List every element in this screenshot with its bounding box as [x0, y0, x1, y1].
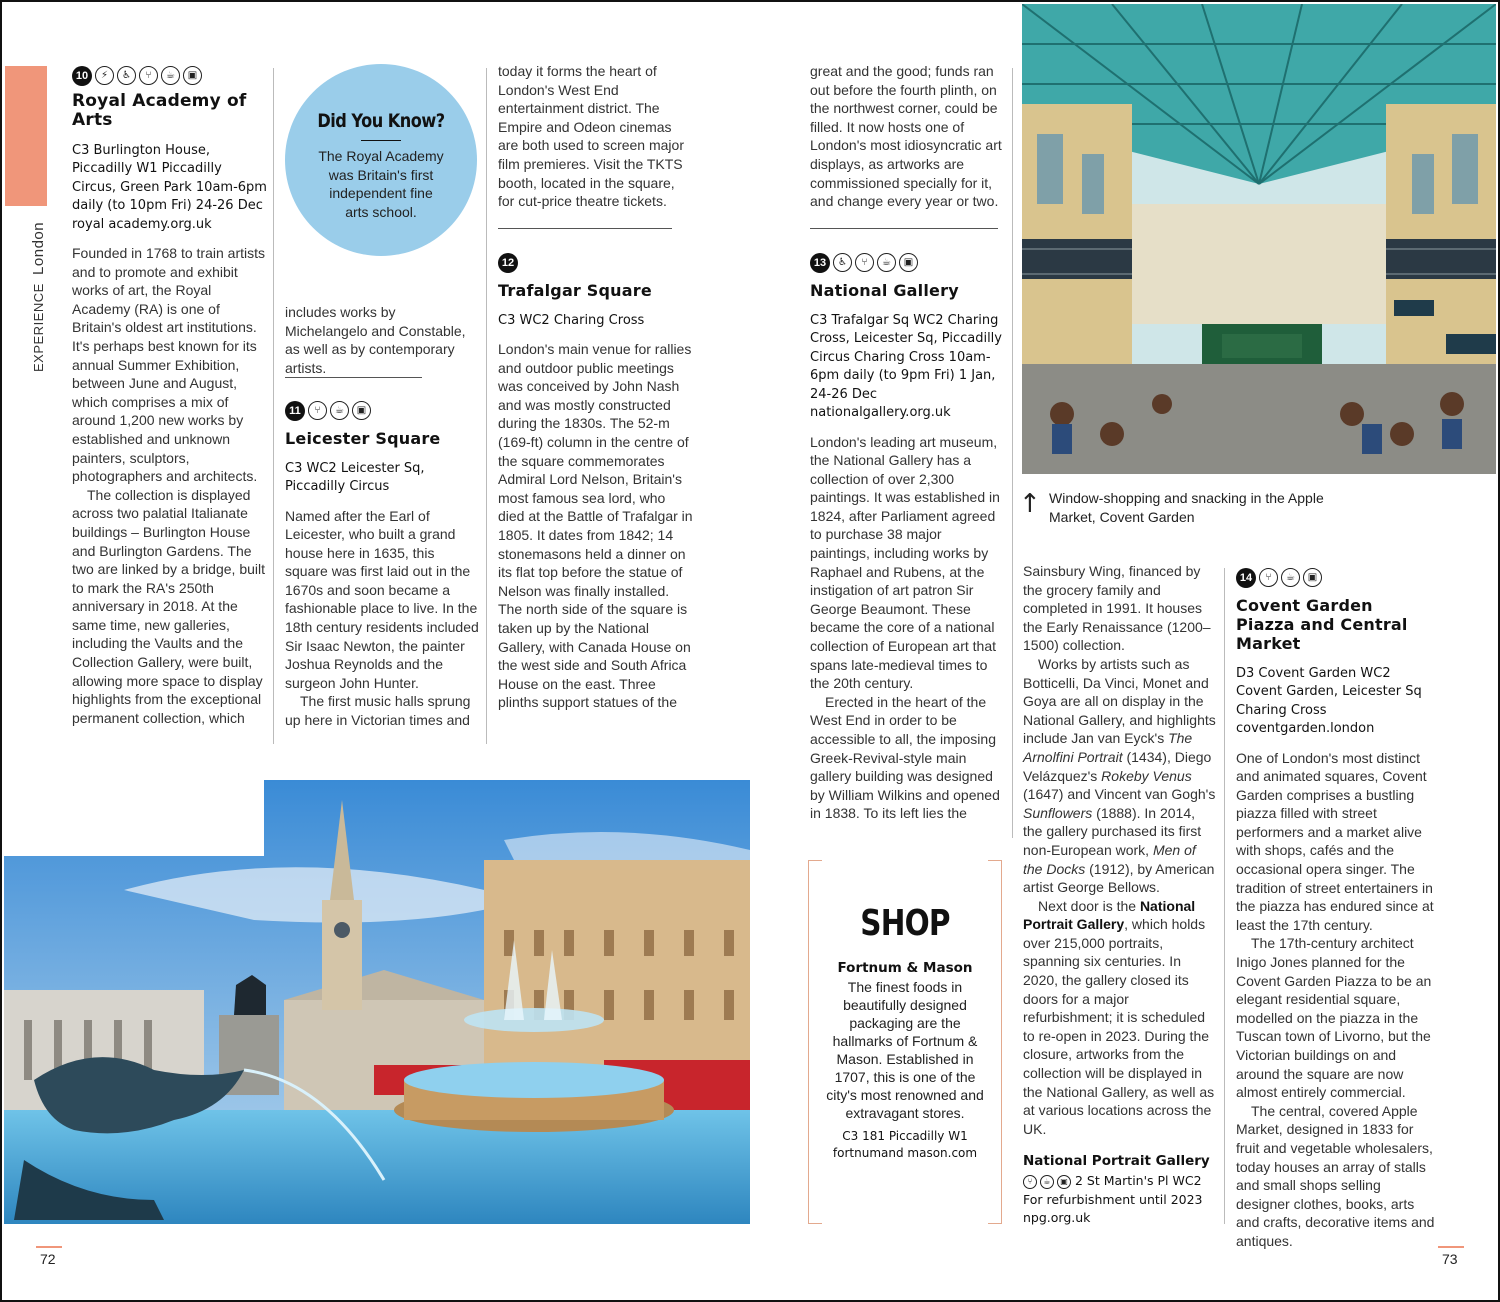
paragraph: Founded in 1768 to train artists and to promote and exhibit works of art, the Royal Academy (RA) is one of Britain's oldest art institutions. It's perhaps best known for its annual Summer Exhibition, between June and August, which comprises a mix of around 1,200 new works by established and unknown painters, sculptors, photographers and architects. — [72, 245, 266, 485]
covent-garden-illustration — [1022, 4, 1496, 474]
restaurant-icon: ⑂ — [855, 253, 874, 272]
wheelchair-icon: ♿ — [833, 253, 852, 272]
column-rule — [273, 68, 274, 744]
paragraph: One of London's most distinct and animated squares, Covent Garden comprises a bustling piazza filled with street performers and a market alive with shops, cafés and the occasional opera singer. The tradition of street entertainers in the piazza has endured since at least the 17th century. — [1236, 749, 1434, 933]
npg-listing — [1023, 1153, 1218, 1228]
column-rule — [1012, 68, 1013, 838]
paragraph: Next door is the National Portrait Gallery, which holds over 215,000 portraits, spanning six centuries. In 2020, the gallery closed its doors for a major refurbishment; it is scheduled to re-open in 2023. During the closure, artworks from the collection will be displayed in the National Gallery, as well as at various locations across the UK. — [1023, 897, 1215, 1137]
did-you-know-text: The Royal Academy was Britain's first independent fine arts school. — [318, 148, 444, 220]
paragraph: today it forms the heart of London's West End entertainment district. The Empire and Odeon cinemas are both used to screen major film premieres. Visit the TKTS booth, located in the square, for cut-price theatre tickets. — [498, 63, 684, 210]
paragraph: includes works by Michelangelo and Constable, as well as by contemporary artists. — [285, 304, 466, 376]
entry-info: D3 Covent Garden WC2 Covent Garden, Leicester Sq Charing Cross coventgarden.london — [1236, 665, 1422, 736]
column-rule — [1224, 568, 1225, 1224]
bold-name: National Portrait Gallery — [1023, 897, 1196, 933]
page-number-rule — [1438, 1246, 1464, 1248]
cafe-icon: ☕ — [161, 66, 180, 85]
leicester-continued — [498, 62, 693, 211]
entry-info: C3 Burlington House, Piccadilly W1 Piccadilly Circus, Green Park 10am-6pm daily (to 10pm Fri) 24-26 Dec royal academy.org.uk — [72, 142, 267, 232]
restaurant-icon: ⑂ — [1259, 568, 1278, 587]
paragraph: The central, covered Apple Market, designed in 1833 for fruit and vegetable wholesalers, today houses an array of stalls and small shops selling designer clothes, books, arts and crafts, decorative items and antiques. — [1236, 1102, 1435, 1249]
paragraph: The first music halls sprung up here in Victorian times and — [285, 693, 471, 729]
shop-text: The finest foods in beautifully designed packaging are the hallmarks of Fortnum & Mason. Established in 1707, this is one of the city's most renowned and extravagant stores. — [826, 979, 984, 1121]
cafe-icon: ☕ — [330, 401, 349, 420]
entry-number: 10 — [72, 66, 92, 86]
national-gallery-entry — [810, 252, 1005, 823]
entry-icons — [72, 65, 267, 86]
trafalgar-continued — [810, 62, 1005, 211]
cafe-icon: ☕ — [1281, 568, 1300, 587]
entry-info: C3 WC2 Charing Cross — [498, 312, 645, 328]
covent-garden-photo — [1022, 4, 1496, 474]
trafalgar-illustration — [4, 780, 750, 1224]
no-flash-icon: ⚡ — [95, 66, 114, 85]
paragraph: London's main venue for rallies and outdoor public meetings was conceived by John Nash and was mostly constructed during the 1830s. The 52-m (169-ft) column in the centre of the square commemorates Admiral Lord Nelson, Britain's most famous sea lord, who died at the Battle of Trafalgar in 1805. It dates from 1842; 14 stonemasons held a dinner on its flat top before the statue of Nelson was finally installed. The north side of the square is taken up by the National Gallery, with Canada House on the west side and South Africa House on the east. Three plinths support statues of the — [498, 341, 693, 711]
paragraph: Works by artists such as Botticelli, Da Vinci, Monet and Goya are all on display in the National Gallery, and highlights include Jan van Eyck's The Arnolfini Portrait (1434), Diego Velázquez's Rokeby Venus (1647) and Vincent van Gogh's Sunflowers (1888). In 2014, the gallery purchased its first non-European work, Men of the Docks (1912), by American artist George Bellows. — [1023, 655, 1216, 896]
covent-garden-caption — [1049, 489, 1349, 526]
divider — [285, 377, 422, 378]
paragraph: The 17th-century architect Inigo Jones planned for the Covent Garden Piazza to be an elegant residential square, modelled on the piazza in the Tuscan town of Livorno, but the Victorian buildings on and around the square are now almost entirely commercial. — [1236, 935, 1432, 1101]
shop-heading: SHOP — [860, 903, 950, 944]
city-label: London — [30, 221, 47, 275]
did-you-know-title: Did You Know? — [317, 110, 445, 132]
shop-icon: ▣ — [899, 253, 918, 272]
shop-name: Fortnum & Mason — [837, 960, 973, 976]
paragraph: Named after the Earl of Leicester, who built a grand house here in 1635, this square was first laid out in the 1670s and soon became a fashionable place to live. In the 18th century residents included Sir Isaac Newton, the painter Joshua Reynolds and the surgeon John Hunter. — [285, 507, 479, 691]
restaurant-icon: ⑂ — [139, 66, 158, 85]
divider — [498, 228, 672, 229]
npg-title: National Portrait Gallery — [1023, 1153, 1210, 1169]
divider — [810, 228, 998, 229]
bracket-left — [808, 860, 822, 1224]
caption-text: Window-shopping and snacking in the Apple Market, Covent Garden — [1049, 490, 1324, 525]
restaurant-icon: ⑂ — [1023, 1175, 1037, 1189]
leicester-square-entry — [285, 400, 480, 730]
artwork-title: Men of the Docks — [1023, 841, 1196, 877]
royal-academy-entry — [72, 65, 267, 727]
section-label: EXPERIENCE — [31, 283, 46, 372]
covent-garden-entry — [1236, 567, 1436, 1251]
shop-info: C3 181 Piccadilly W1 fortnumand mason.com — [832, 1129, 978, 1160]
restaurant-icon: ⑂ — [308, 401, 327, 420]
arrow-up-icon: ↑ — [1019, 489, 1041, 519]
paragraph: great and the good; funds ran out before the fourth plinth, on the northwest corner, could be filled. It now hosts one of London's most idiosyncratic art displays, as artworks are commissioned specially for it, and change every year or two. — [810, 63, 1002, 210]
side-tab-accent — [5, 66, 47, 206]
paragraph: London's leading art museum, the National Gallery has a collection of over 2,300 paintings. It was established in 1824, after Parliament agreed to purchase 38 major paintings, including works by Raphael and Rubens, at the instigation of art patron Sir George Beaumont. These became the core of a national collection of European art that spans late-medieval times to the 20th century. — [810, 433, 1000, 692]
shop-icon: ▣ — [183, 66, 202, 85]
bracket-right — [988, 860, 1002, 1224]
page-number-rule — [36, 1246, 62, 1248]
wheelchair-icon: ♿ — [117, 66, 136, 85]
entry-number: 14 — [1236, 568, 1256, 588]
npg-info: 2 St Martin's Pl WC2 For refurbishment until 2023 npg.org.uk — [1023, 1173, 1203, 1225]
paragraph: Sainsbury Wing, financed by the grocery family and completed in 1991. It houses the Early Renaissance (1200–1500) collection. — [1023, 563, 1211, 654]
paragraph: Erected in the heart of the West End in order to be accessible to all, the imposing Greek-Revival-style main gallery building was designed by William Wilkins and opened in 1838. To its left lies the — [810, 693, 1000, 822]
entry-title: Leicester Square — [285, 428, 441, 448]
entry-number: 13 — [810, 253, 830, 273]
trafalgar-square-photo — [4, 780, 750, 1224]
shop-icon: ▣ — [352, 401, 371, 420]
entry-info: C3 Trafalgar Sq WC2 Charing Cross, Leicester Sq, Piccadilly Circus Charing Cross 10am-6pm daily (to 9pm Fri) 1 Jan, 24-26 Dec nationalgallery.org.uk — [810, 312, 1002, 420]
artwork-title: The Arnolfini Portrait — [1023, 730, 1193, 765]
cafe-icon: ☕ — [1040, 1175, 1054, 1189]
royal-academy-continued — [285, 303, 480, 377]
divider — [361, 140, 401, 141]
artwork-title: Sunflowers — [1023, 804, 1093, 821]
entry-number: 12 — [498, 253, 518, 273]
trafalgar-square-entry — [498, 252, 693, 712]
entry-info: C3 WC2 Leicester Sq, Piccadilly Circus — [285, 460, 425, 494]
column-rule — [486, 68, 487, 744]
did-you-know-circle — [285, 64, 477, 256]
entry-title: National Gallery — [810, 280, 959, 300]
entry-title: Trafalgar Square — [498, 280, 652, 300]
artwork-title: Rokeby Venus — [1101, 767, 1192, 784]
entry-title: Covent Garden Piazza and Central Market — [1236, 595, 1408, 653]
shop-icon: ▣ — [1303, 568, 1322, 587]
side-tab-label — [30, 222, 47, 372]
entry-title: Royal Academy of Arts — [72, 90, 247, 130]
shop-box — [808, 860, 1002, 1224]
cafe-icon: ☕ — [877, 253, 896, 272]
paragraph: The collection is displayed across two palatial Italianate buildings – Burlington House and Burlington Gardens. The two are linked by a bridge, built to mark the RA's 250th anniversary in 2018. At the same time, new galleries, including the Vaults and the Collection Gallery, were built, allowing more space to display highlights from the exceptional permanent collection, which — [72, 486, 265, 726]
page-number-left: 72 — [40, 1251, 56, 1267]
shop-icon: ▣ — [1057, 1175, 1071, 1189]
national-gallery-continued — [1023, 562, 1218, 1138]
entry-number: 11 — [285, 401, 305, 421]
page-number-right: 73 — [1442, 1251, 1458, 1267]
